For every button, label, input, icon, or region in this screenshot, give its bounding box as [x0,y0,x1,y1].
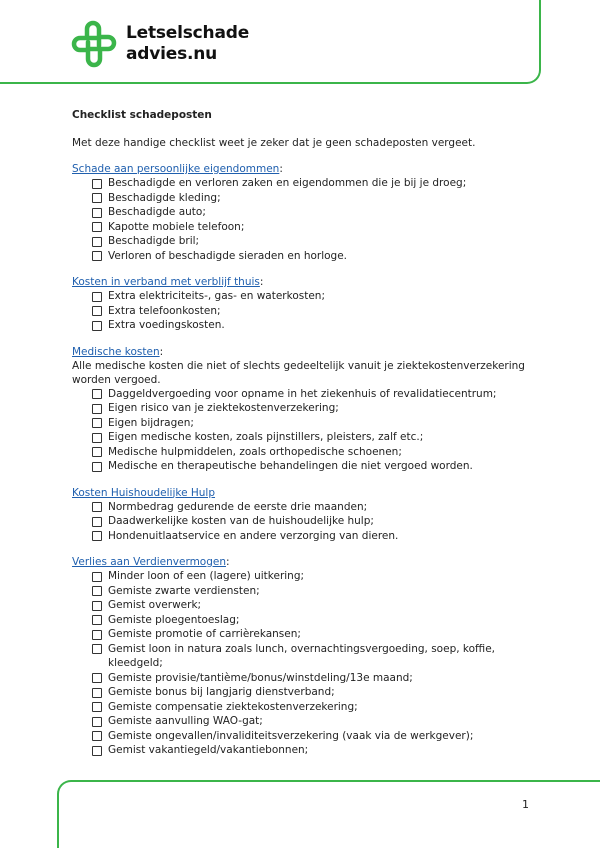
checkbox[interactable] [92,673,102,683]
checkbox[interactable] [92,404,102,414]
section-heading [72,275,542,289]
checklist-item [92,430,542,445]
checklist-item-label: Gemiste bonus bij langjarig dienstverband; [108,686,335,698]
checkbox[interactable] [92,222,102,232]
section-description: Alle medische kosten die niet of slechts gedeeltelijk vanuit je ziektekostenverzekering worden vergoed. [72,359,525,386]
section-heading [72,486,542,500]
section-heading-link[interactable]: Schade aan persoonlijke eigendommen [72,163,280,175]
checklist-item [92,289,542,304]
checklist-item-label: Gemiste provisie/tantième/bonus/winstdeling/13e maand; [108,671,413,684]
checkbox[interactable] [92,688,102,698]
checkbox[interactable] [92,321,102,331]
checklist-section [72,345,542,474]
checklist-item-label: Gemiste ongevallen/invaliditeitsverzekering (vaak via de werkgever); [108,729,474,742]
checklist-item [92,249,542,264]
checkbox[interactable] [92,447,102,457]
checklist-item [92,234,542,249]
checkbox[interactable] [92,208,102,218]
checklist-item [92,387,542,402]
checklist [72,500,542,544]
checkbox[interactable] [92,615,102,625]
sections-container [72,162,542,758]
section-heading-link[interactable]: Verlies aan Verdienvermogen [72,556,227,568]
section-heading-suffix: : [259,276,264,288]
intro-text: Met deze handige checklist weet je zeker dat je geen schadeposten vergeet. [72,137,476,149]
checkbox[interactable] [92,306,102,316]
section-heading-suffix: : [226,556,230,568]
checklist-item-label: Gemist overwerk; [108,599,202,611]
checkbox[interactable] [92,193,102,203]
checkbox[interactable] [92,601,102,611]
checklist-item-label: Beschadigde auto; [108,206,206,218]
checklist-item-label: Normbedrag gedurende de eerste drie maanden; [108,500,368,513]
checklist-item-label: Hondenuitlaatservice en andere verzorging van dieren. [108,529,399,542]
section-heading-suffix: : [159,345,164,358]
checklist-item [92,598,542,613]
logo[interactable] [70,20,249,68]
checklist-item-label: Eigen medische kosten, zoals pijnstillers, pleisters, zalf etc.; [108,431,424,443]
section-heading [72,345,542,359]
checklist-item [92,205,542,220]
checklist-item [92,642,542,671]
checklist-item-label: Extra voedingskosten. [108,319,225,331]
section-heading-link[interactable]: Kosten in verband met verblijf thuis [72,276,260,288]
checkbox[interactable] [92,746,102,756]
checkbox[interactable] [92,251,102,261]
checkbox[interactable] [92,517,102,527]
cross-logo-icon [70,20,118,68]
checklist-item-label: Verloren of beschadigde sieraden en horloge. [108,249,348,262]
checkbox[interactable] [92,462,102,472]
logo-text [126,23,249,65]
checklist-item-label: Eigen risico van je ziektekostenverzekering; [108,402,339,414]
checklist-item [92,500,542,515]
section-heading-suffix: : [279,163,283,175]
checklist-item-label: Gemiste ploegentoeslag; [108,613,240,626]
checklist-item-label: Kapotte mobiele telefoon; [108,220,245,233]
checklist-item-label: Beschadigde en verloren zaken en eigendommen die je bij je droeg; [108,177,467,189]
checkbox[interactable] [92,433,102,443]
document-body [72,108,542,758]
checklist [72,387,542,474]
document-title: Checklist schadeposten [72,109,212,121]
checklist-item-label: Gemiste promotie of carrièrekansen; [108,628,301,640]
checklist-section [72,275,542,333]
checklist-item-label: Gemiste compensatie ziektekostenverzekering; [108,700,358,713]
checklist-item-label: Extra elektriciteits-, gas- en waterkosten; [108,290,325,302]
checklist-item [92,569,542,584]
checklist-item-label: Daggeldvergoeding voor opname in het ziekenhuis of revalidatiecentrum; [108,387,497,400]
page-number: 1 [522,798,529,811]
checklist-item [92,220,542,235]
checkbox[interactable] [92,586,102,596]
checklist-item [92,743,542,758]
checklist-item [92,529,542,544]
checkbox[interactable] [92,292,102,302]
checklist-item-label: Medische en therapeutische behandelingen die niet vergoed worden. [108,460,473,472]
section-heading [72,555,542,569]
checkbox[interactable] [92,717,102,727]
checklist [72,289,542,333]
checkbox[interactable] [92,572,102,582]
checklist-item-label: Beschadigde bril; [108,235,200,247]
checklist-item [92,514,542,529]
checklist-item [92,318,542,333]
checklist-item [92,459,542,474]
checkbox[interactable] [92,237,102,247]
checklist-item [92,191,542,206]
checkbox[interactable] [92,702,102,712]
checkbox[interactable] [92,644,102,654]
checklist-item [92,671,542,686]
checklist-item-label: Gemiste zwarte verdiensten; [108,584,260,597]
logo-line-1: Letselschade [126,23,250,43]
checklist-item [92,304,542,319]
checklist-item-label: Eigen bijdragen; [108,416,194,429]
checklist [72,569,542,758]
checklist-item [92,176,542,191]
checklist [72,176,542,263]
checklist-section [72,162,542,263]
checklist-item-label: Extra telefoonkosten; [108,304,221,317]
section-heading-link[interactable]: Kosten Huishoudelijke Hulp [72,486,216,499]
logo-line-2: advies.nu [126,44,218,64]
checklist-item [92,627,542,642]
checklist-item [92,584,542,599]
section-heading [72,162,542,176]
checklist-item-label: Gemist loon in natura zoals lunch, overnachtingsvergoeding, soep, koffie, kleedgeld; [108,642,495,669]
checklist-item-label: Minder loon of een (lagere) uitkering; [108,570,305,582]
checklist-item [92,416,542,431]
checkbox[interactable] [92,389,102,399]
checkbox[interactable] [92,731,102,741]
checkbox[interactable] [92,502,102,512]
checkbox[interactable] [92,179,102,189]
checkbox[interactable] [92,531,102,541]
checklist-item-label: Gemiste aanvulling WAO-gat; [108,715,263,727]
checklist-section [72,555,542,758]
checklist-item [92,685,542,700]
checklist-item [92,714,542,729]
checklist-section [72,486,542,544]
checklist-item [92,729,542,744]
checklist-item-label: Medische hulpmiddelen, zoals orthopedische schoenen; [108,445,402,458]
checklist-item [92,401,542,416]
checklist-item-label: Beschadigde kleding; [108,191,221,204]
footer-frame [57,780,600,848]
checkbox[interactable] [92,630,102,640]
checklist-item-label: Daadwerkelijke kosten van de huishoudelijke hulp; [108,515,374,527]
checklist-item [92,613,542,628]
section-heading-link[interactable]: Medische kosten [72,345,160,358]
checkbox[interactable] [92,418,102,428]
checklist-item-label: Gemist vakantiegeld/vakantiebonnen; [108,744,309,756]
checklist-item [92,445,542,460]
checklist-item [92,700,542,715]
